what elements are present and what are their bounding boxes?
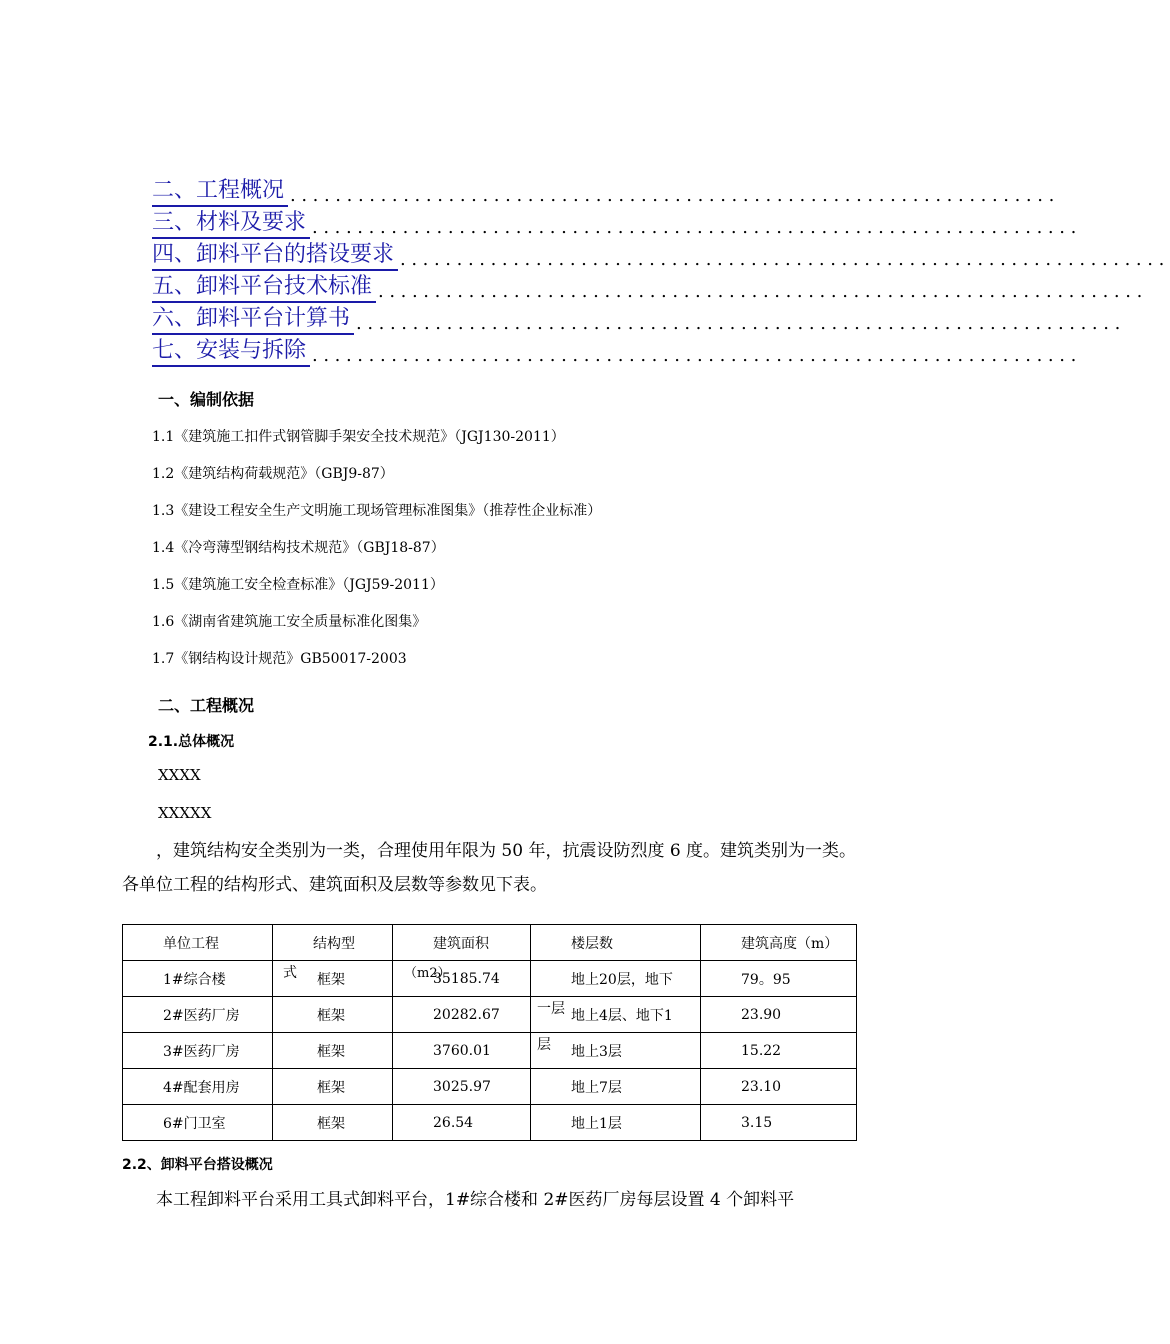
section-heading: 一、编制依据 <box>158 390 255 409</box>
toc-entry[interactable] <box>152 335 1082 367</box>
toc-link[interactable]: 七、安装与拆除 <box>152 337 310 367</box>
subsection-heading: 2.1.总体概况 <box>148 734 235 750</box>
table-cell: 地上3层 <box>531 1033 701 1069</box>
table-header-cell: 建筑面积 <box>393 925 531 961</box>
overflow-text: （m2） <box>404 966 451 981</box>
toc-leader: .................................................................... <box>312 345 1082 366</box>
toc-entry[interactable] <box>152 175 1060 207</box>
text-line: XXXX <box>158 766 201 784</box>
table-cell: 地上1层 <box>531 1105 701 1141</box>
table-row <box>123 1105 857 1141</box>
toc-leader: .................................................................... <box>290 185 1060 206</box>
toc-entry[interactable] <box>152 239 1170 271</box>
toc-entry[interactable] <box>152 303 1126 335</box>
subsection-heading: 2.2、卸料平台搭设概况 <box>122 1157 273 1173</box>
reference-item: 1.3《建设工程安全生产文明施工现场管理标准图集》（推荐性企业标准） <box>152 503 602 519</box>
table-cell: 3.15 <box>701 1105 857 1141</box>
table-of-contents <box>152 175 1170 367</box>
table-cell: 3760.01 <box>393 1033 531 1069</box>
table-cell: 35185.74 <box>393 961 531 997</box>
text-line: XXXXX <box>158 804 212 822</box>
overflow-text: 式 <box>283 965 297 981</box>
table-cell: 框架 <box>273 1105 393 1141</box>
table-cell: 框架 <box>273 1033 393 1069</box>
table-header-cell: 单位工程 <box>123 925 273 961</box>
table-cell: 3#医药厂房 <box>123 1033 273 1069</box>
table-cell: 23.90 <box>701 997 857 1033</box>
table-header-cell: 结构型 <box>273 925 393 961</box>
toc-leader: .................................................................... <box>400 249 1170 270</box>
table-cell: 框架 <box>273 997 393 1033</box>
reference-item: 1.4《冷弯薄型钢结构技术规范》（GBJ18-87） <box>152 540 445 556</box>
table-row <box>123 961 857 997</box>
table-row <box>123 997 857 1033</box>
table-cell: 6#门卫室 <box>123 1105 273 1141</box>
table-cell: 1#综合楼 <box>123 961 273 997</box>
paragraph: 本工程卸料平台采用工具式卸料平台，1#综合楼和 2#医药厂房每层设置 4 个卸料平 <box>156 1190 795 1210</box>
table-row <box>123 1069 857 1105</box>
toc-link[interactable]: 二、工程概况 <box>152 177 288 207</box>
overflow-text: 层 <box>537 1037 551 1053</box>
toc-entry[interactable] <box>152 207 1082 239</box>
table-header-cell: 楼层数 <box>531 925 701 961</box>
reference-item: 1.7《钢结构设计规范》GB50017-2003 <box>152 651 407 667</box>
table-header-cell: 建筑高度（m） <box>701 925 857 961</box>
table-cell: 79。95 <box>701 961 857 997</box>
table-cell: 23.10 <box>701 1069 857 1105</box>
table-row <box>123 1033 857 1069</box>
table-cell: 框架 <box>273 1069 393 1105</box>
table-cell: 4#配套用房 <box>123 1069 273 1105</box>
toc-leader: .................................................................... <box>356 313 1126 334</box>
overflow-text: 一层 <box>537 1001 565 1017</box>
table-header-row <box>123 925 857 961</box>
table-cell: 20282.67 <box>393 997 531 1033</box>
reference-item: 1.2《建筑结构荷载规范》（GBJ9-87） <box>152 466 394 482</box>
project-table <box>122 924 857 1141</box>
table-cell: 2#医药厂房 <box>123 997 273 1033</box>
table-cell: 3025.97 <box>393 1069 531 1105</box>
table-cell: 地上7层 <box>531 1069 701 1105</box>
reference-item: 1.5《建筑施工安全检查标准》（JGJ59-2011） <box>152 577 444 593</box>
toc-link[interactable]: 三、材料及要求 <box>152 209 310 239</box>
reference-item: 1.6《湖南省建筑施工安全质量标准化图集》 <box>152 614 427 630</box>
table-cell: 26.54 <box>393 1105 531 1141</box>
toc-entry[interactable] <box>152 271 1148 303</box>
toc-link[interactable]: 五、卸料平台技术标准 <box>152 273 376 303</box>
table-cell: 地上20层，地下 <box>531 961 701 997</box>
toc-leader: .................................................................... <box>312 217 1082 238</box>
toc-leader: .................................................................... <box>378 281 1148 302</box>
toc-link[interactable]: 四、卸料平台的搭设要求 <box>152 241 398 271</box>
paragraph: ，建筑结构安全类别为一类，合理使用年限为 50 年，抗震设防烈度 6 度。建筑类别为一类。各单位工程的结构形式、建筑面积及层数等参数见下表。 <box>122 841 857 895</box>
toc-link[interactable]: 六、卸料平台计算书 <box>152 305 354 335</box>
table-cell: 地上4层、地下1 <box>531 997 701 1033</box>
reference-item: 1.1《建筑施工扣件式钢管脚手架安全技术规范》（JGJ130-2011） <box>152 429 565 445</box>
section-heading: 二、工程概况 <box>158 696 255 715</box>
table-cell: 框架 <box>273 961 393 997</box>
table-cell: 15.22 <box>701 1033 857 1069</box>
